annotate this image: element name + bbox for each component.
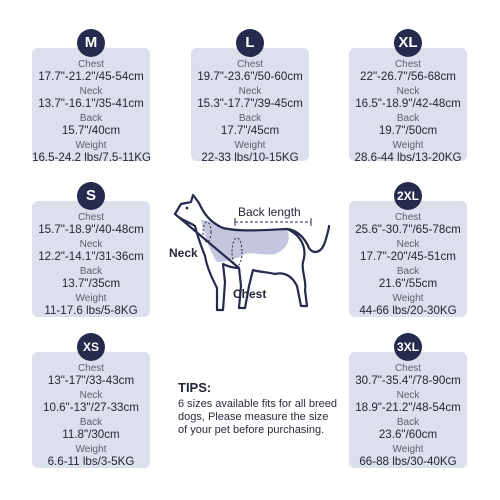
back-value: 23.6"/60cm	[378, 428, 438, 441]
weight-label: Weight	[75, 293, 107, 304]
dog-eye	[186, 207, 189, 210]
size-card-xl	[349, 48, 467, 164]
weight-value: 28.6-44 lbs/13-20KG	[354, 151, 462, 164]
weight-value: 66-88 lbs/30-40KG	[359, 455, 457, 468]
neck-value: 17.7"-20"/45-51cm	[360, 250, 456, 263]
weight-label: Weight	[392, 293, 424, 304]
back-length-label: Back length	[238, 205, 301, 219]
back-label: Back	[79, 113, 103, 124]
chest-label: Chest	[77, 212, 105, 223]
size-card-s	[32, 201, 150, 317]
chest-value: 17.7"-21.2"/45-54cm	[38, 70, 144, 83]
size-card-m	[32, 48, 152, 164]
tips-title: TIPS:	[178, 380, 212, 395]
size-badge-xl: XL	[394, 29, 422, 57]
neck-label: Neck	[396, 86, 420, 97]
neck-label: Neck	[396, 390, 420, 401]
neck-label: Neck	[79, 86, 103, 97]
back-label: Back	[396, 266, 420, 277]
weight-value: 6.6-11 lbs/3-5KG	[47, 455, 135, 468]
chest-label: Chest	[236, 59, 264, 70]
neck-label: Neck	[79, 390, 103, 401]
size-card-l	[191, 48, 309, 164]
back-value: 13.7"/35cm	[61, 277, 121, 290]
neck-value: 18.9"-21.2"/48-54cm	[355, 401, 461, 414]
tips-block	[178, 380, 338, 437]
chest-value: 19.7"-23.6"/50-60cm	[197, 70, 303, 83]
neck-value: 13.7"-16.1"/35-41cm	[38, 97, 144, 110]
chest-value: 15.7"-18.9"/40-48cm	[38, 223, 144, 236]
weight-value: 22-33 lbs/10-15KG	[201, 151, 299, 164]
size-card-xs	[32, 352, 150, 468]
neck-value: 15.3"-17.7"/39-45cm	[197, 97, 303, 110]
coat-shape	[201, 220, 289, 262]
size-card-3xl	[349, 352, 467, 468]
back-value: 19.7"/50cm	[378, 124, 438, 137]
chest-label: Chest	[77, 363, 105, 374]
neck-label: Neck	[238, 86, 262, 97]
weight-value: 44-66 lbs/20-30KG	[359, 304, 457, 317]
weight-label: Weight	[392, 444, 424, 455]
size-badge-l: L	[236, 29, 264, 57]
size-badge-s: S	[77, 182, 105, 210]
neck-label: Neck	[169, 246, 198, 260]
weight-label: Weight	[75, 444, 107, 455]
chest-label: Chest	[77, 59, 105, 70]
back-label: Back	[238, 113, 262, 124]
size-badge-xs: XS	[77, 333, 105, 361]
chest-label: Chest	[394, 212, 422, 223]
size-badge-2xl: 2XL	[394, 182, 422, 210]
chest-label: Chest	[394, 363, 422, 374]
chest-value: 30.7"-35.4"/78-90cm	[355, 374, 461, 387]
back-label: Back	[79, 417, 103, 428]
chest-label: Chest	[394, 59, 422, 70]
size-card-2xl	[349, 201, 467, 317]
chest-label: Chest	[233, 287, 267, 301]
weight-label: Weight	[234, 140, 266, 151]
size-badge-3xl: 3XL	[394, 333, 422, 361]
neck-value: 16.5"-18.9"/42-48cm	[355, 97, 461, 110]
chest-value: 13"-17"/33-43cm	[47, 374, 135, 387]
weight-value: 11-17.6 lbs/5-8KG	[44, 304, 138, 317]
back-label: Back	[79, 266, 103, 277]
back-value: 15.7"/40cm	[61, 124, 121, 137]
tips-text: 6 sizes available fits for all breed dogs, Please measure the size of your pet before purchasing.	[178, 398, 337, 436]
chest-value: 22"-26.7"/56-68cm	[360, 70, 456, 83]
back-value: 17.7"/45cm	[220, 124, 280, 137]
neck-label: Neck	[79, 239, 103, 250]
size-badge-m: M	[77, 29, 105, 57]
neck-value: 10.6"-13"/27-33cm	[43, 401, 139, 414]
back-label: Back	[396, 417, 420, 428]
weight-label: Weight	[392, 140, 424, 151]
chest-value: 25.6"-30.7"/65-78cm	[355, 223, 461, 236]
weight-value: 16.5-24.2 lbs/7.5-11KG	[32, 151, 152, 164]
neck-label: Neck	[396, 239, 420, 250]
back-value: 21.6"/55cm	[378, 277, 438, 290]
weight-label: Weight	[75, 140, 107, 151]
back-label: Back	[396, 113, 420, 124]
back-value: 11.8"/30cm	[62, 428, 120, 441]
neck-value: 12.2"-14.1"/31-36cm	[38, 250, 144, 263]
